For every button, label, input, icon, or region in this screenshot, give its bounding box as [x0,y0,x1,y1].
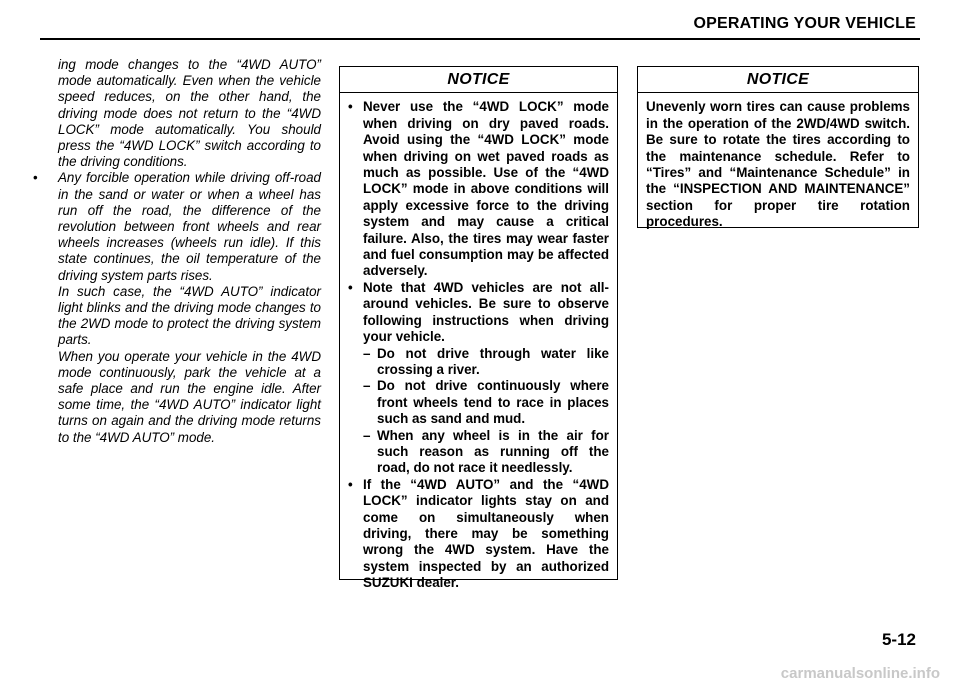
notice-item [348,477,609,592]
notice-subitem [348,378,609,427]
bullet-marker: • [348,279,353,295]
forcible-operation-bullet [33,170,321,445]
bullet-marker: • [33,170,38,186]
notice-text: Unevenly worn tires can cause problems in the operation of the 2WD/4WD switch. Be sure to rotate the tires according to the maintenance schedule. Refer to “Tires” and “Maintenance Schedule” in the “INSPECTION AND MAINTENANCE” section for proper tire rotation procedures. [646,99,910,230]
dash-marker: – [363,427,371,443]
continuation-paragraph: ing mode changes to the “4WD AUTO” mode automatically. Even when the vehicle speed reduces, on the other hand, the driving mode does not return to the “4WD LOCK” mode automatically. You should press the “4WD LOCK” switch according to the driving conditions. [58,57,321,170]
notice-item-text: Never use the “4WD LOCK” mode when driving on dry paved roads. Avoid using the “4WD LOCK” mode when driving on wet paved roads as much as possible. Use of the “4WD LOCK” mode in above conditions will apply excessive force to the driving system and may cause a critical failure. Also, the tires may wear faster and fuel consumption may be affected adversely. [363,99,609,279]
page-header-title: OPERATING YOUR VEHICLE [693,15,916,32]
bullet-marker: • [348,476,353,492]
notice-subitem-text: Do not drive through water like crossing a river. [377,345,609,377]
notice-box-4wd-lock [339,66,618,591]
notice-subitem [348,346,609,379]
dash-marker: – [363,378,371,394]
bullet-marker: • [348,99,353,115]
notice-title: NOTICE [340,67,617,93]
notice-title: NOTICE [638,67,918,93]
page-number: 5-12 [881,630,916,649]
left-column [33,57,321,446]
watermark: carmanualsonline.info [780,665,940,682]
notice-item-text: Note that 4WD vehicles are not all-around vehicles. Be sure to observe following instructions when driving your vehicle. [363,279,609,345]
bullet-paragraph-2: In such case, the “4WD AUTO” indicator light blinks and the driving mode changes to the 2WD mode to protect the driving system parts. [58,283,321,348]
bullet-paragraph-3: When you operate your vehicle in the 4WD mode continuously, park the vehicle at a safe place and run the engine idle. After some time, the “4WD AUTO” indicator light turns on again and the driving mode returns to the “4WD AUTO” mode. [58,348,321,445]
notice-subitem [348,428,609,477]
notice-item [348,99,609,279]
notice-subitem-text: When any wheel is in the air for such reason as running off the road, do not race it needlessly. [377,427,609,476]
notice-box-tire-wear [637,66,919,228]
dash-marker: – [363,345,371,361]
notice-body [638,93,918,236]
notice-item [348,280,609,346]
notice-item-text: If the “4WD AUTO” and the “4WD LOCK” indicator lights stay on and come on simultaneously when driving, there may be something wrong the 4WD system. Have the system inspected by an authorized SUZUKI dealer. [363,476,609,591]
notice-body [340,93,617,597]
header-divider [40,38,920,40]
notice-subitem-text: Do not drive continuously where front wheels tend to race in places such as sand and mud. [377,378,609,427]
bullet-paragraph-1: Any forcible operation while driving off-road in the sand or water or when a wheel has run off the road, the difference of the revolution between front wheels and rear wheels increases (wheels run idle). If this state continues, the oil temperature of the driving system parts rises. [58,170,321,283]
